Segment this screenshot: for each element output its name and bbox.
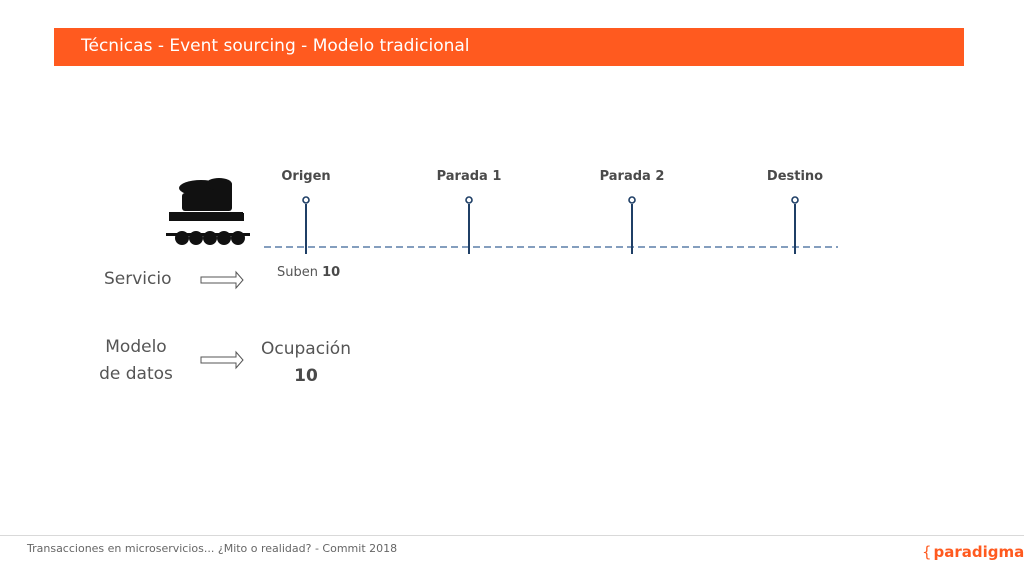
logo-brace: { xyxy=(922,543,932,561)
stop-marker-parada-2 xyxy=(629,197,635,254)
stop-marker-parada-1 xyxy=(466,197,472,254)
event-suben xyxy=(277,265,340,280)
ocupacion-value: 10 xyxy=(294,366,318,386)
event-prefix: Suben xyxy=(277,265,318,280)
steam-locomotive-icon xyxy=(166,178,250,245)
stop-label-parada-1: Parada 1 xyxy=(436,169,502,184)
modelo-datos-label xyxy=(96,334,176,388)
stop-label-parada-2: Parada 2 xyxy=(599,169,665,184)
event-value: 10 xyxy=(322,265,341,280)
footer-text: Transacciones en microservicios... ¿Mito o realidad? - Commit 2018 xyxy=(27,542,398,555)
servicio-label: Servicio xyxy=(104,269,172,289)
logo-text: paradigma xyxy=(933,543,1024,561)
page-title: Técnicas - Event sourcing - Modelo tradicional xyxy=(81,36,470,56)
ocupacion-block xyxy=(261,336,351,390)
footer-divider xyxy=(0,535,1024,536)
stop-marker-destino xyxy=(792,197,798,254)
right-arrow-icon xyxy=(201,272,243,288)
modelo-label-line1: Modelo xyxy=(105,337,167,357)
modelo-label-line2: de datos xyxy=(99,364,173,384)
stop-label-destino: Destino xyxy=(766,169,824,184)
ocupacion-label: Ocupación xyxy=(261,339,351,359)
right-arrow-icon xyxy=(201,352,243,368)
stop-label-origen: Origen xyxy=(281,169,331,184)
stop-marker-origen xyxy=(303,197,309,254)
paradigma-logo xyxy=(922,543,1024,561)
